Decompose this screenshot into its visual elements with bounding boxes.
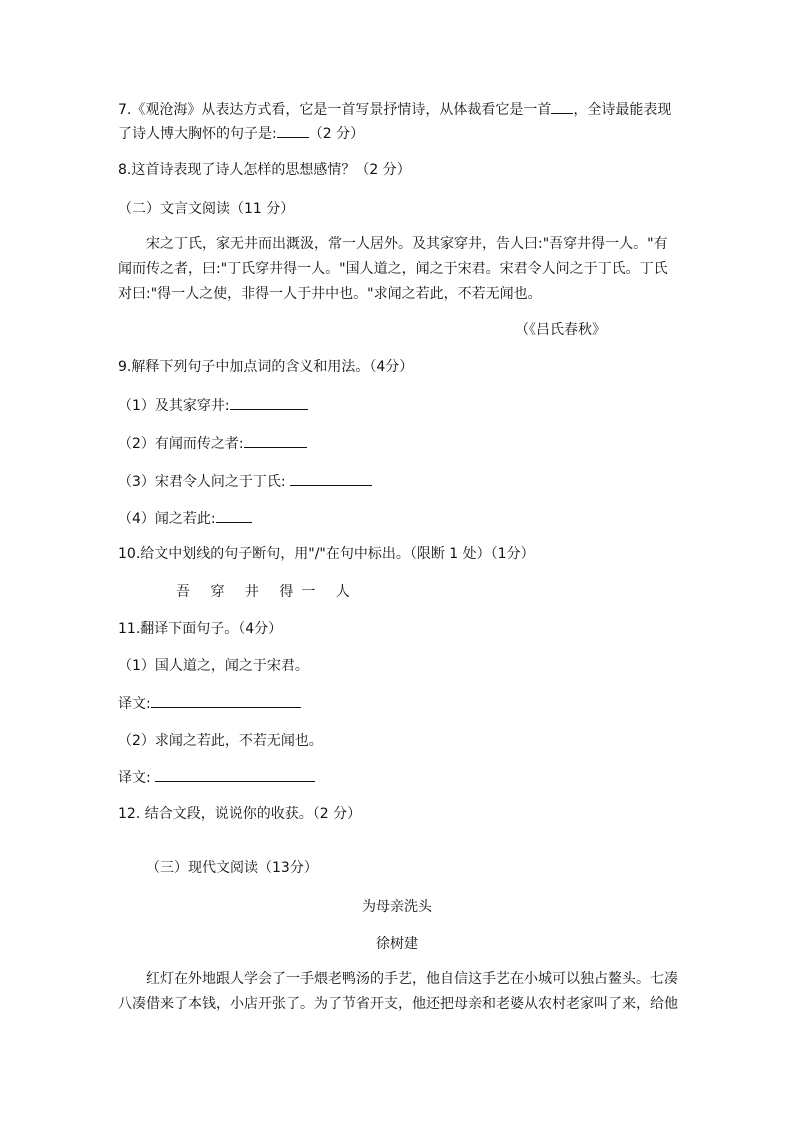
question-10-title: 10.给文中划线的句子断句，用"/"在句中标出。（限断 1 处）（1分）: [118, 546, 535, 562]
question-11-answer-1: [118, 693, 301, 714]
answer-blank[interactable]: [244, 433, 307, 448]
question-8: 8.这首诗表现了诗人怎样的思想感情？（2 分）: [118, 162, 411, 178]
article-author: 徐树建: [376, 936, 418, 952]
question-11-item-2: （2）求闻之若此，不若无闻也。: [118, 733, 323, 749]
translation-label: 译文:: [118, 696, 151, 712]
passage-line-1: 宋之丁氏，家无井而出溉汲，常一人居外。及其家穿井，告人曰:"吾穿井得一人。"有: [146, 236, 668, 252]
answer-blank[interactable]: [151, 693, 301, 708]
question-9-item-1: [118, 395, 308, 416]
article-line-2: 八凑借来了本钱，小店开张了。为了节省开支，他还把母亲和老婆从农村老家叫了来，给他: [118, 996, 678, 1012]
question-11-item-1: （1）国人道之，闻之于宋君。: [118, 658, 309, 674]
question-7-text-a: 7.《观沧海》从表达方式看，它是一首写景抒情诗，从体裁看它是一首: [118, 102, 552, 118]
answer-blank[interactable]: [551, 99, 573, 114]
question-11-answer-2: [118, 767, 315, 788]
question-12: 12. 结合文段，说说你的收获。（2 分）: [118, 806, 362, 822]
question-7-text-c: 了诗人博大胸怀的句子是:: [118, 126, 277, 142]
passage-source: （《吕氏春秋》: [515, 322, 606, 338]
question-10-sentence: 吾 穿 井 得一 人: [176, 584, 358, 600]
article-line-1: 红灯在外地跟人学会了一手煨老鸭汤的手艺，他自信这手艺在小城可以独占鳌头。七凑: [146, 971, 678, 987]
question-11-title: 11.翻译下面句子。（4分）: [118, 621, 283, 637]
passage-line-2: 闻而传之者，曰:"丁氏穿井得一人。"国人道之，闻之于宋君。宋君令人问之于丁氏。丁氏: [118, 261, 668, 277]
question-7-line-1: [118, 99, 671, 120]
question-9-item-2: [118, 433, 307, 454]
article-title: 为母亲洗头: [362, 899, 432, 915]
item-label: （4）闻之若此:: [118, 511, 216, 527]
question-7-score: （2 分）: [308, 126, 365, 142]
question-7-line-2: [118, 123, 364, 144]
section-modern-reading-heading: （三）现代文阅读（13分）: [146, 860, 318, 876]
answer-blank[interactable]: [155, 767, 315, 782]
passage-line-3: 对曰:"得一人之使，非得一人于井中也。"求闻之若此，不若无闻也。: [118, 286, 542, 302]
answer-blank[interactable]: [230, 395, 308, 410]
translation-label: 译文:: [118, 770, 156, 786]
answer-blank[interactable]: [216, 508, 252, 523]
question-9-title: 9.解释下列句子中加点词的含义和用法。（4分）: [118, 359, 414, 375]
item-label: （3）宋君令人问之于丁氏:: [118, 474, 291, 490]
question-9-item-3: [118, 471, 372, 492]
answer-blank[interactable]: [290, 471, 372, 486]
question-7-text-b: ，全诗最能表现: [573, 102, 672, 118]
answer-blank[interactable]: [277, 123, 309, 138]
item-label: （1）及其家穿井:: [118, 398, 230, 414]
section-classical-reading-heading: （二）文言文阅读（11 分）: [118, 201, 295, 217]
item-label: （2）有闻而传之者:: [118, 436, 244, 452]
question-9-item-4: [118, 508, 252, 529]
